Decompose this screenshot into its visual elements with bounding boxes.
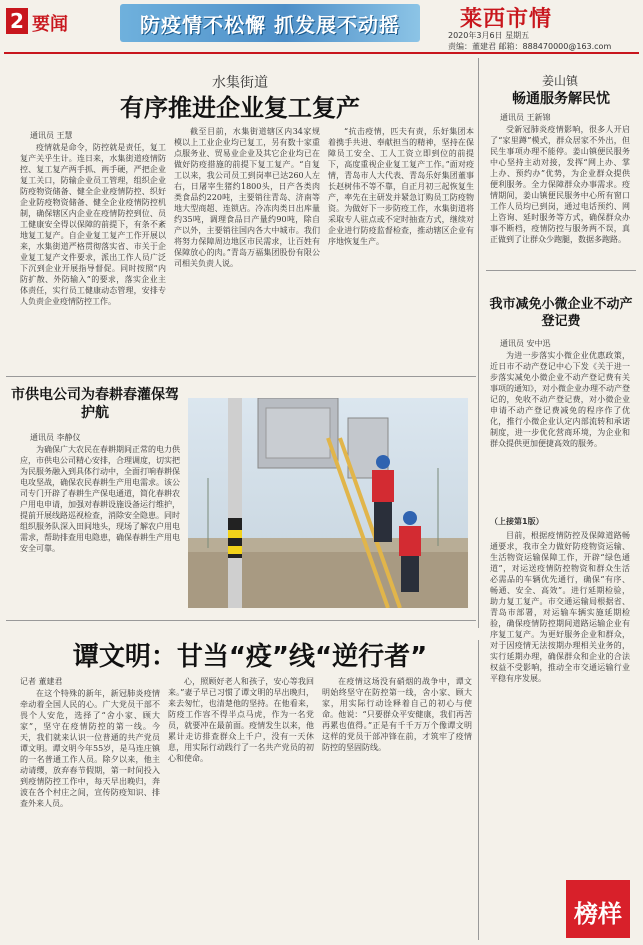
right1-headline: 畅通服务解民忧 [512, 91, 610, 107]
lead-byline: 通讯员 王慧 [30, 131, 73, 140]
lead-kicker: 水集街道 [212, 75, 268, 91]
feature-byline: 记者 董建君 [20, 677, 63, 686]
column-divider [478, 640, 479, 940]
badge-text: 榜样 [574, 900, 622, 928]
feature-body-col2: 心，照顾好老人和孩子，安心等我回来。”妻子早已习惯了谭文明的早出晚归，来去匆忙，也清楚他的坚持。在他看来，防疫工作容不得半点马虎，作为一名党员，就要冲在最前面。疫情发生以来，他累计走访排查群众上千户，没有一天休息，用实际行动践行了一名共产党员的初心和使命。 [168, 677, 314, 763]
header-rule [4, 52, 639, 54]
page-header [0, 0, 643, 54]
right3-body: 目前，根据疫情防控及保障道路畅通要求，我市全力做好防疫物资运输、生活物资运输保障工作，开辟“绿色通道”，对运送疫情防控物资和群众生活必需品的车辆优先通行，确保“有序、畅通、安全、高效”。进行延期检验，助力复工复产。市交通运输局根据省、青岛市部署，对运输车辆实施延期检验，确保疫情防控期间道路运输企业有序复工复产。为更好服务企业和群众，对于因疫情无法按期办理相关业务的，实行延期办理，确保群众和企业的合法权益不受影响，推动全市交通运输行业平稳有序发展。 [490, 531, 630, 683]
feature-headline: 谭文明：甘当“疫”线“逆行者” [72, 642, 428, 672]
lead-body-col3: “抗击疫情，匹夫有责，乐好集团本着携手共进、奉献担当的精神，坚持在保障员工安全、工人工资立即到位的前提下，高度重视企业复工复产工作。”面对疫情，青岛市人大代表、青岛乐好集团董事长赵树伟不等不靠，自正月初三起恢复生产，率先在主研发并紧急订购员工防疫物资。为做好下一步防疫工作，水集街道将采取专人驻点或不定时抽查方式，继续对企业进行防疫监督检查，推动辖区企业有序地恢复生产。 [328, 127, 474, 246]
linemen-photo [188, 398, 468, 608]
issue-date: 2020年3月6日 星期五 [448, 31, 530, 40]
power-body: 为确保广大农民在春耕期间正常的电力供应，市供电公司精心安排，合理调度，切实把为民服务融入到具体行动中，全面打响春耕保电攻坚战，确保农民春耕生产用电需求。该公司专门开辟了春耕生产保电通道，简化春耕农户用电申请，加强对春耕设施设备运行维护，提前开展线路巡视检查，消除安全隐患。同时组织服务队深入田间地头，现场了解农户用电需求，帮助排查用电隐患，确保春耕生产用电安全可靠。 [20, 445, 180, 553]
right1-byline: 通讯员 王新锦 [500, 113, 551, 122]
linemen-photo-illustration [188, 398, 468, 608]
lead-body-col2: 截至目前，水集街道辖区内34家规模以上工业企业均已复工，另有数十家重点服务业、贸易业企业及其它企业均已在做好防疫措施的前提下复工复产。“自复工以来，我公司员工到岗率已达260人左右，日屠宰生猪约1800头，日产各类肉类食品约220吨，主要销往青岛、济南等地大型商超、连锁店。冷冻肉类日出库量约35吨，调理食品日产量约90吨，除自产以外，主要销往国内各大中城市。我们将努力保障周边地区市民需求，让百姓有保障放心的肉。”青岛万福集团股份有限公司相关负责人说。 [174, 127, 320, 268]
lead-headline: 有序推进企业复工复产 [120, 94, 360, 122]
right2-byline: 通讯员 安中迅 [500, 339, 551, 348]
continued-label: （上接第1版） [490, 517, 544, 526]
section-divider [6, 620, 476, 621]
section-divider [486, 270, 636, 271]
section-divider [6, 376, 476, 377]
slogan-text: 防疫情不松懈 抓发展不动摇 [140, 13, 400, 37]
section-name: 要闻 [32, 14, 68, 35]
column-divider [478, 58, 479, 628]
right1-body: 受新冠肺炎疫情影响，很多人开启了“家里蹲”模式，群众居家不外出，但民生事项办理不能停。姜山镇便民服务中心坚持主动对接，发挥“网上办、掌上办、预约办”优势，为企业群众提供便利服务。全力保障群众办事需求。疫情期间，姜山镇便民服务中心所有窗口工作人员均已到岗，通过电话预约、网上咨询、延时服务等方式，确保群众办事不断档，疫情防控与服务两不误，真正做到了让群众少跑腿，数据多跑路。 [490, 125, 630, 244]
masthead: 莱西市情 [460, 6, 553, 32]
power-headline: 市供电公司为春耕春灌保驾护航 [11, 387, 179, 421]
role-model-badge [566, 880, 630, 938]
slogan-banner [120, 4, 420, 42]
power-byline: 通讯员 李静仪 [30, 433, 81, 442]
right1-kicker: 姜山镇 [541, 74, 578, 88]
page-number: 2 [6, 8, 28, 34]
right2-body: 为进一步落实小微企业优惠政策，近日市不动产登记中心下发《关于进一步落实减免小微企业不动产登记费有关事项的通知》，对小微企业办理不动产登记的，免收不动产登记费，对小微企业申请不动产登记费减免的程序作了优化，推行小微企业认定内部流转和承诺制度，进一步优化营商环境，为企业和群众提供更加便捷高效的服务。 [490, 351, 630, 448]
issue-editor: 责编：董建君 邮箱：888470000@163.com [448, 42, 612, 51]
feature-body-col1: 在这个特殊的新年，新冠肺炎疫情牵动着全国人民的心。广大党员干部不畏个人安危，选择了“舍小家、顾大家”，坚守在疫情防控的第一线。今天，我们就来认识一位普通的共产党员谭文明。谭文明今年55岁，是马连庄镇的一名普通工作人员。除夕以来，他主动请缨，放弃春节假期，第一时间投入到疫情防控工作中，每天早出晚归，奔波在各个村庄之间，宣传防疫知识、排查外来人员。 [20, 689, 160, 808]
lead-body-col1: 疫情就是命令，防控就是责任，复工复产关乎生计。连日来，水集街道疫情防控、复工复产两手抓、两手硬，严把企业复工关口，防输企业员工管理，组织企业防疫物资储备、健全企业疫情防控、织好企业防疫物资储备、健全企业疫情防控机制，确保辖区内企业在疫情防控到位、员工健康安全得以保障的前提下，有条不紊地复工复产。自企业复工复产工作开展以来，水集街道严格贯彻落实省、市关于企业复工复产文件要求，派出工作人员广泛下沉到企业开展指导督促。同时按照“内防扩散、外防输入”的要求，落实企业主体责任，实行员工健康动态管理，安排专人负责企业疫情防控工作。 [20, 143, 166, 306]
feature-body-col3: 在疫情这场没有硝烟的战争中，谭文明始终坚守在防控第一线，舍小家、顾大家，用实际行动诠释着自己的初心与使命。他说：“只要群众平安健康，我们再苦再累也值得。”正是有千千万万个像谭文明这样的党员干部冲锋在前，才筑牢了疫情防控的坚固防线。 [322, 677, 472, 752]
right2-headline: 我市减免小微企业不动产登记费 [489, 297, 633, 329]
